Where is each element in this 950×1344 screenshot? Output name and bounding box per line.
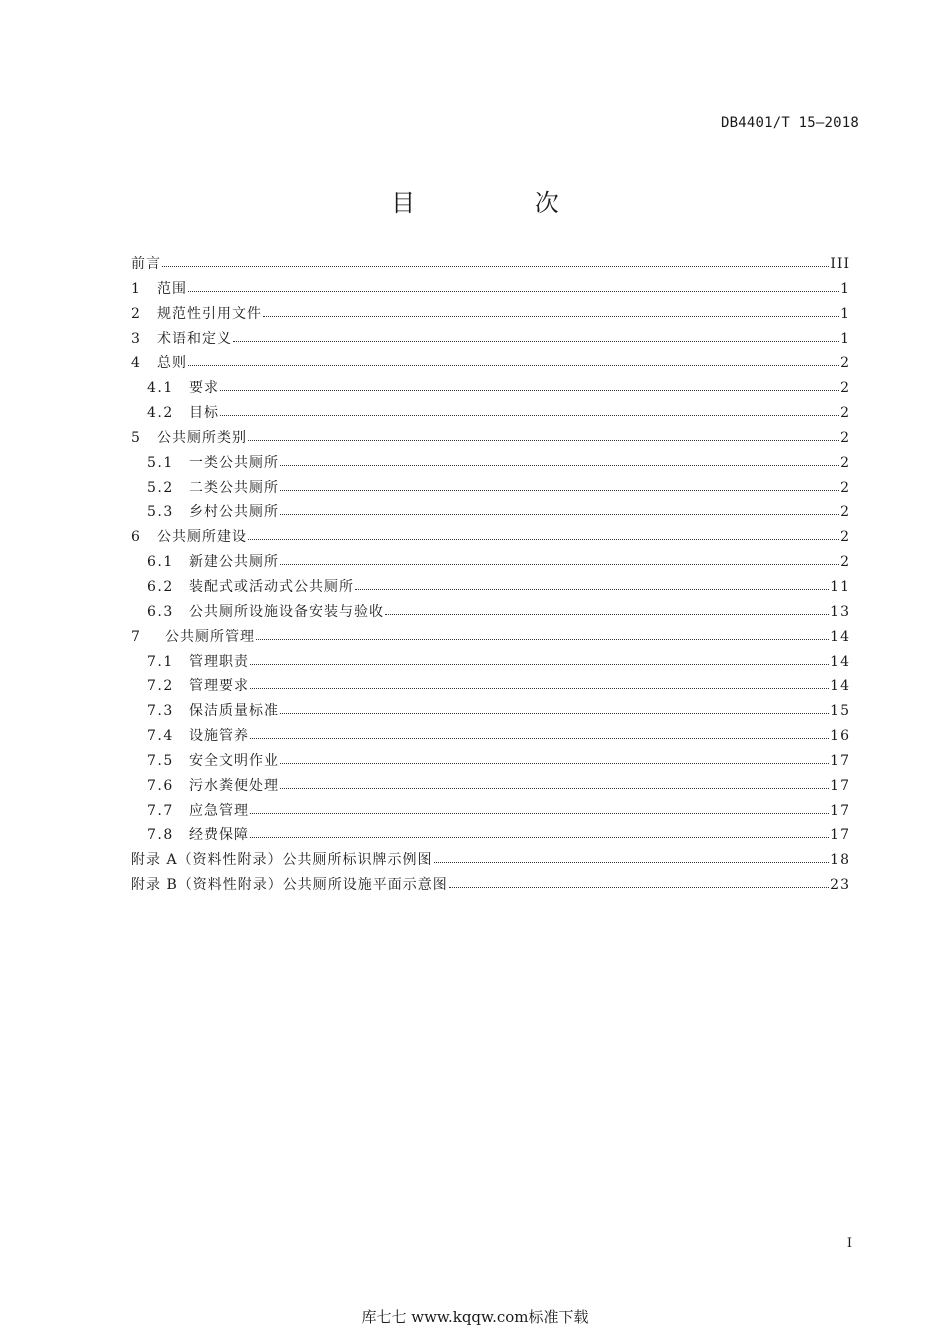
toc-entry-text: 保洁质量标准 bbox=[189, 703, 279, 720]
toc-entry-number: 7.6 bbox=[147, 777, 174, 794]
dot-leader bbox=[280, 776, 829, 790]
toc-entry-text: 前言 bbox=[131, 256, 161, 272]
toc-entry-text: 规范性引用文件 bbox=[157, 305, 262, 322]
toc-entry-6-1[interactable] bbox=[131, 550, 850, 575]
toc-entry-4-2[interactable] bbox=[131, 401, 850, 426]
toc-entry-appendix-b[interactable] bbox=[131, 873, 850, 898]
dot-leader bbox=[256, 627, 829, 641]
toc-entry-page: 2 bbox=[840, 405, 850, 422]
toc-entry-page: III bbox=[830, 256, 850, 272]
toc-entry-number: 6 bbox=[131, 529, 142, 546]
toc-entry-page: 14 bbox=[830, 653, 850, 670]
dot-leader bbox=[188, 353, 839, 367]
toc-entry-number: 5 bbox=[131, 429, 142, 446]
toc-entry-page: 1 bbox=[840, 305, 850, 322]
document-code: DB4401/T 15—2018 bbox=[720, 115, 859, 131]
toc-entry-text: 范围 bbox=[157, 280, 187, 297]
toc-entry-7-3[interactable] bbox=[131, 699, 850, 724]
toc-entry-5-2[interactable] bbox=[131, 476, 850, 501]
page-number: I bbox=[846, 1236, 852, 1251]
toc-entry-7-2[interactable] bbox=[131, 674, 850, 699]
toc-entry-number: 7.4 bbox=[147, 728, 174, 745]
toc-entry-text: 经费保障 bbox=[189, 827, 249, 844]
toc-entry-page: 11 bbox=[830, 578, 850, 595]
dot-leader bbox=[188, 279, 839, 293]
dot-leader bbox=[434, 850, 830, 864]
dot-leader bbox=[263, 304, 839, 318]
toc-entry-number: 4.2 bbox=[147, 405, 174, 422]
toc-entry-7-4[interactable] bbox=[131, 724, 850, 749]
toc-entry-number: 7.8 bbox=[147, 827, 174, 844]
toc-entry-page: 2 bbox=[840, 454, 850, 471]
toc-entry-7-1[interactable] bbox=[131, 650, 850, 675]
toc-entry-number: 3 bbox=[131, 330, 142, 347]
toc-entry-page: 1 bbox=[840, 330, 850, 347]
toc-entry-text: 公共厕所建设 bbox=[157, 529, 247, 546]
toc-entry-text: 应急管理 bbox=[189, 802, 249, 819]
dot-leader bbox=[250, 825, 829, 839]
toc-entry-page: 2 bbox=[840, 554, 850, 571]
toc-entry-page: 15 bbox=[830, 703, 850, 720]
toc-entry-page: 14 bbox=[830, 628, 850, 645]
toc-entry-page: 13 bbox=[830, 603, 850, 620]
toc-entry-page: 2 bbox=[840, 504, 850, 521]
toc-entry-preface[interactable] bbox=[131, 252, 850, 277]
toc-entry-text: 要求 bbox=[189, 380, 219, 397]
toc-entry-number: 7.5 bbox=[147, 752, 174, 769]
dot-leader bbox=[280, 478, 839, 492]
toc-entry-text: 二类公共厕所 bbox=[189, 479, 279, 496]
toc-entry-text: 一类公共厕所 bbox=[189, 454, 279, 471]
toc-entry-text: 管理要求 bbox=[189, 678, 249, 695]
toc-entry-text: 公共厕所类别 bbox=[157, 429, 247, 446]
toc-entry-7-6[interactable] bbox=[131, 774, 850, 799]
toc-entry-text: 新建公共厕所 bbox=[189, 554, 279, 571]
toc-entry-7-8[interactable] bbox=[131, 823, 850, 848]
toc-entry-number: 1 bbox=[131, 280, 142, 297]
toc-entry-page: 2 bbox=[840, 429, 850, 446]
toc-entry-text: 设施管养 bbox=[189, 728, 249, 745]
toc-entry-number: 7 bbox=[131, 628, 142, 645]
toc-entry-7-5[interactable] bbox=[131, 749, 850, 774]
dot-leader bbox=[248, 428, 839, 442]
toc-entry-text: 乡村公共厕所 bbox=[189, 504, 279, 521]
toc-entry-4-1[interactable] bbox=[131, 376, 850, 401]
dot-leader bbox=[355, 577, 829, 591]
table-of-contents bbox=[131, 252, 850, 898]
toc-entry-number: 2 bbox=[131, 305, 142, 322]
toc-entry-5-1[interactable] bbox=[131, 451, 850, 476]
toc-entry-number: 6.1 bbox=[147, 554, 174, 571]
toc-entry-page: 17 bbox=[830, 752, 850, 769]
toc-entry-6[interactable] bbox=[131, 525, 850, 550]
toc-entry-page: 2 bbox=[840, 380, 850, 397]
toc-entry-number: 5.3 bbox=[147, 504, 174, 521]
dot-leader bbox=[233, 329, 839, 343]
toc-entry-page: 17 bbox=[830, 777, 850, 794]
dot-leader bbox=[248, 527, 839, 541]
toc-entry-text: 公共厕所设施设备安装与验收 bbox=[189, 603, 384, 620]
toc-entry-2[interactable] bbox=[131, 302, 850, 327]
toc-entry-text: 管理职责 bbox=[189, 653, 249, 670]
toc-entry-number: 4 bbox=[131, 355, 142, 372]
toc-entry-text: 总则 bbox=[157, 355, 187, 372]
toc-entry-page: 2 bbox=[840, 355, 850, 372]
toc-entry-number: 7.3 bbox=[147, 703, 174, 720]
toc-entry-page: 17 bbox=[830, 802, 850, 819]
toc-entry-text: 装配式或活动式公共厕所 bbox=[189, 578, 354, 595]
footer-watermark: 库七七 www.kqqw.com标准下载 bbox=[361, 1308, 589, 1326]
dot-leader bbox=[280, 453, 839, 467]
dot-leader bbox=[250, 676, 829, 690]
toc-entry-page: 16 bbox=[830, 728, 850, 745]
dot-leader bbox=[250, 726, 829, 740]
dot-leader bbox=[449, 875, 829, 889]
toc-entry-number: 7.2 bbox=[147, 678, 174, 695]
toc-entry-5[interactable] bbox=[131, 426, 850, 451]
dot-leader bbox=[220, 403, 839, 417]
dot-leader bbox=[220, 378, 839, 392]
toc-entry-page: 23 bbox=[830, 877, 850, 894]
toc-entry-text: 附录 A（资料性附录）公共厕所标识牌示例图 bbox=[131, 852, 433, 869]
toc-entry-text: 附录 B（资料性附录）公共厕所设施平面示意图 bbox=[131, 877, 448, 894]
dot-leader bbox=[385, 602, 829, 616]
toc-entry-number: 6.3 bbox=[147, 603, 174, 620]
dot-leader bbox=[162, 254, 829, 268]
toc-entry-number: 4.1 bbox=[147, 380, 174, 397]
toc-entry-number: 5.2 bbox=[147, 479, 174, 496]
toc-entry-number: 7.7 bbox=[147, 802, 174, 819]
toc-entry-text: 安全文明作业 bbox=[189, 752, 279, 769]
toc-entry-7[interactable] bbox=[131, 625, 850, 650]
toc-entry-7-7[interactable] bbox=[131, 799, 850, 824]
toc-entry-page: 18 bbox=[830, 852, 850, 869]
dot-leader bbox=[280, 552, 839, 566]
toc-entry-number: 7.1 bbox=[147, 653, 174, 670]
toc-entry-4[interactable] bbox=[131, 351, 850, 376]
toc-entry-6-2[interactable] bbox=[131, 575, 850, 600]
toc-entry-6-3[interactable] bbox=[131, 600, 850, 625]
toc-entry-page: 2 bbox=[840, 529, 850, 546]
toc-entry-page: 1 bbox=[840, 280, 850, 297]
dot-leader bbox=[250, 652, 829, 666]
toc-entry-page: 14 bbox=[830, 678, 850, 695]
page-title: 目 次 bbox=[391, 189, 615, 217]
toc-entry-number: 6.2 bbox=[147, 578, 174, 595]
toc-entry-number: 5.1 bbox=[147, 454, 174, 471]
toc-entry-page: 2 bbox=[840, 479, 850, 496]
toc-entry-text: 术语和定义 bbox=[157, 330, 232, 347]
toc-entry-text: 目标 bbox=[189, 405, 219, 422]
dot-leader bbox=[280, 701, 829, 715]
toc-entry-text: 公共厕所管理 bbox=[165, 628, 255, 645]
toc-entry-1[interactable] bbox=[131, 277, 850, 302]
toc-entry-3[interactable] bbox=[131, 327, 850, 352]
dot-leader bbox=[250, 801, 829, 815]
toc-entry-page: 17 bbox=[830, 827, 850, 844]
dot-leader bbox=[280, 502, 839, 516]
dot-leader bbox=[280, 751, 829, 765]
toc-entry-appendix-a[interactable] bbox=[131, 848, 850, 873]
toc-entry-5-3[interactable] bbox=[131, 500, 850, 525]
toc-entry-text: 污水粪便处理 bbox=[189, 777, 279, 794]
